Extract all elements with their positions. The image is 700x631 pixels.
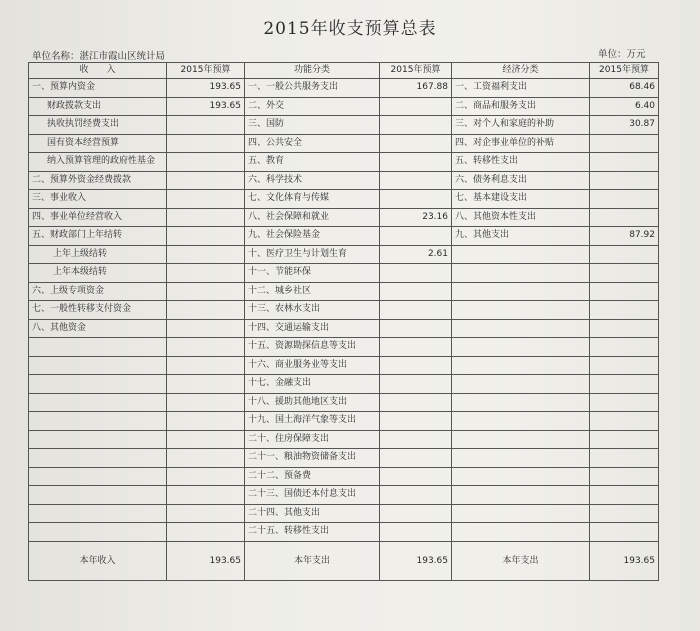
table-row — [29, 504, 659, 523]
function-item-cell: 十七、金融支出 — [245, 375, 380, 394]
function-budget-cell — [380, 449, 452, 468]
income-item-cell — [29, 356, 167, 375]
table-row — [29, 153, 659, 172]
table-row — [29, 171, 659, 190]
income-item-cell: 一、预算内资金 — [29, 79, 167, 98]
economic-budget-cell — [590, 245, 659, 264]
economic-item-cell — [452, 486, 590, 505]
economic-budget-cell — [590, 301, 659, 320]
economic-budget-cell — [590, 375, 659, 394]
economic-budget-cell — [590, 190, 659, 209]
economic-item-cell — [452, 523, 590, 542]
totals-row — [29, 541, 659, 580]
table-row — [29, 319, 659, 338]
economic-budget-cell — [590, 356, 659, 375]
function-item-cell: 四、公共安全 — [245, 134, 380, 153]
function-budget-cell: 2015年预算 — [380, 63, 452, 79]
economic-item-cell: 九、其他支出 — [452, 227, 590, 246]
income-item-cell: 上年上级结转 — [29, 245, 167, 264]
income-item-cell — [29, 412, 167, 431]
economic-budget-cell: 193.65 — [590, 541, 659, 580]
income-item-cell: 三、事业收入 — [29, 190, 167, 209]
function-budget-cell — [380, 467, 452, 486]
income-item-cell — [29, 393, 167, 412]
income-budget-cell — [167, 301, 245, 320]
income-budget-cell — [167, 504, 245, 523]
table-row — [29, 264, 659, 283]
income-budget-cell — [167, 523, 245, 542]
currency-unit-label: 单位：万元 — [598, 49, 646, 60]
economic-item-cell — [452, 467, 590, 486]
income-budget-cell — [167, 171, 245, 190]
income-item-cell: 收 入 — [29, 63, 167, 79]
table-row — [29, 190, 659, 209]
income-budget-cell — [167, 264, 245, 283]
income-budget-cell: 2015年预算 — [167, 63, 245, 79]
economic-item-cell: 经济分类 — [452, 63, 590, 79]
economic-budget-cell — [590, 338, 659, 357]
income-item-cell: 二、预算外资金经费拨款 — [29, 171, 167, 190]
table-row — [29, 282, 659, 301]
table-row — [29, 245, 659, 264]
function-budget-cell — [380, 264, 452, 283]
income-budget-cell — [167, 486, 245, 505]
economic-budget-cell: 87.92 — [590, 227, 659, 246]
function-item-cell: 十二、城乡社区 — [245, 282, 380, 301]
table-row — [29, 338, 659, 357]
income-item-cell — [29, 375, 167, 394]
income-item-cell — [29, 467, 167, 486]
economic-budget-cell — [590, 412, 659, 431]
function-item-cell: 十八、援助其他地区支出 — [245, 393, 380, 412]
table-row — [29, 97, 659, 116]
economic-budget-cell — [590, 134, 659, 153]
table-row — [29, 430, 659, 449]
function-budget-cell — [380, 116, 452, 135]
function-budget-cell — [380, 153, 452, 172]
function-budget-cell — [380, 227, 452, 246]
income-budget-cell — [167, 430, 245, 449]
table-row — [29, 356, 659, 375]
function-item-cell: 十九、国土海洋气象等支出 — [245, 412, 380, 431]
economic-budget-cell: 2015年预算 — [590, 63, 659, 79]
table-header-row — [29, 63, 659, 79]
function-item-cell: 六、科学技术 — [245, 171, 380, 190]
income-budget-cell — [167, 282, 245, 301]
function-item-cell: 功能分类 — [245, 63, 380, 79]
economic-budget-cell — [590, 264, 659, 283]
income-budget-cell — [167, 375, 245, 394]
function-budget-cell: 2.61 — [380, 245, 452, 264]
economic-budget-cell — [590, 523, 659, 542]
function-item-cell: 十六、商业服务业等支出 — [245, 356, 380, 375]
economic-budget-cell — [590, 153, 659, 172]
income-budget-cell: 193.65 — [167, 541, 245, 580]
table-row — [29, 393, 659, 412]
income-budget-cell — [167, 208, 245, 227]
income-budget-cell — [167, 319, 245, 338]
function-item-cell: 十四、交通运输支出 — [245, 319, 380, 338]
economic-budget-cell — [590, 319, 659, 338]
economic-budget-cell: 30.87 — [590, 116, 659, 135]
economic-budget-cell — [590, 504, 659, 523]
economic-item-cell — [452, 393, 590, 412]
table-row — [29, 486, 659, 505]
economic-item-cell — [452, 356, 590, 375]
economic-item-cell: 六、债务利息支出 — [452, 171, 590, 190]
income-budget-cell — [167, 338, 245, 357]
income-item-cell — [29, 504, 167, 523]
function-item-cell: 十、医疗卫生与计划生育 — [245, 245, 380, 264]
income-budget-cell — [167, 134, 245, 153]
function-budget-cell — [380, 301, 452, 320]
income-budget-cell — [167, 116, 245, 135]
income-item-cell — [29, 338, 167, 357]
economic-budget-cell — [590, 208, 659, 227]
income-budget-cell — [167, 449, 245, 468]
economic-item-cell — [452, 282, 590, 301]
function-item-cell: 九、社会保险基金 — [245, 227, 380, 246]
function-budget-cell — [380, 190, 452, 209]
income-budget-cell: 193.65 — [167, 79, 245, 98]
table-row — [29, 467, 659, 486]
economic-item-cell: 三、对个人和家庭的补助 — [452, 116, 590, 135]
economic-budget-cell — [590, 171, 659, 190]
income-item-cell: 四、事业单位经营收入 — [29, 208, 167, 227]
function-budget-cell — [380, 375, 452, 394]
economic-item-cell: 一、工资福利支出 — [452, 79, 590, 98]
table-row — [29, 208, 659, 227]
function-budget-cell: 193.65 — [380, 541, 452, 580]
economic-budget-cell — [590, 282, 659, 301]
function-item-cell: 五、教育 — [245, 153, 380, 172]
economic-item-cell — [452, 375, 590, 394]
income-item-cell: 财政拨款支出 — [29, 97, 167, 116]
economic-item-cell: 二、商品和服务支出 — [452, 97, 590, 116]
table-row — [29, 79, 659, 98]
income-item-cell — [29, 523, 167, 542]
economic-item-cell — [452, 430, 590, 449]
economic-item-cell: 七、基本建设支出 — [452, 190, 590, 209]
function-budget-cell — [380, 523, 452, 542]
economic-item-cell: 四、对企事业单位的补贴 — [452, 134, 590, 153]
income-item-cell — [29, 430, 167, 449]
economic-item-cell — [452, 301, 590, 320]
table-row — [29, 523, 659, 542]
income-item-cell — [29, 486, 167, 505]
function-item-cell: 二十四、其他支出 — [245, 504, 380, 523]
income-item-cell: 国有资本经营预算 — [29, 134, 167, 153]
income-item-cell: 八、其他资金 — [29, 319, 167, 338]
economic-item-cell: 五、转移性支出 — [452, 153, 590, 172]
function-budget-cell — [380, 393, 452, 412]
economic-item-cell — [452, 412, 590, 431]
table-row — [29, 301, 659, 320]
income-budget-cell: 193.65 — [167, 97, 245, 116]
economic-budget-cell — [590, 486, 659, 505]
economic-item-cell — [452, 504, 590, 523]
income-budget-cell — [167, 393, 245, 412]
income-budget-cell — [167, 245, 245, 264]
economic-budget-cell — [590, 393, 659, 412]
function-budget-cell: 23.16 — [380, 208, 452, 227]
function-budget-cell — [380, 319, 452, 338]
function-item-cell: 三、国防 — [245, 116, 380, 135]
income-item-cell: 纳入预算管理的政府性基金 — [29, 153, 167, 172]
economic-item-cell — [452, 245, 590, 264]
budget-table — [28, 62, 659, 581]
income-item-cell: 上年本级结转 — [29, 264, 167, 283]
function-item-cell: 七、文化体育与传媒 — [245, 190, 380, 209]
income-budget-cell — [167, 356, 245, 375]
function-item-cell: 二十五、转移性支出 — [245, 523, 380, 542]
income-budget-cell — [167, 412, 245, 431]
economic-item-cell — [452, 449, 590, 468]
income-item-cell: 本年收入 — [29, 541, 167, 580]
function-item-cell: 二十三、国债还本付息支出 — [245, 486, 380, 505]
economic-budget-cell — [590, 467, 659, 486]
economic-budget-cell: 68.46 — [590, 79, 659, 98]
function-budget-cell — [380, 430, 452, 449]
table-row — [29, 134, 659, 153]
income-budget-cell — [167, 227, 245, 246]
unit-name-label: 单位名称：湛江市霞山区统计局 — [32, 51, 166, 62]
function-item-cell: 二、外交 — [245, 97, 380, 116]
function-item-cell: 十三、农林水支出 — [245, 301, 380, 320]
table-row — [29, 116, 659, 135]
function-budget-cell — [380, 338, 452, 357]
function-item-cell: 本年支出 — [245, 541, 380, 580]
function-budget-cell — [380, 134, 452, 153]
function-item-cell: 十一、节能环保 — [245, 264, 380, 283]
income-item-cell: 六、上级专项资金 — [29, 282, 167, 301]
economic-item-cell: 八、其他资本性支出 — [452, 208, 590, 227]
income-item-cell: 五、财政部门上年结转 — [29, 227, 167, 246]
function-item-cell: 八、社会保障和就业 — [245, 208, 380, 227]
function-item-cell: 一、一般公共服务支出 — [245, 79, 380, 98]
economic-item-cell — [452, 338, 590, 357]
function-budget-cell — [380, 282, 452, 301]
function-budget-cell — [380, 412, 452, 431]
income-item-cell — [29, 449, 167, 468]
function-item-cell: 十五、资源勘探信息等支出 — [245, 338, 380, 357]
economic-item-cell — [452, 319, 590, 338]
page-title: 2015年收支预算总表 — [263, 19, 437, 39]
table-row — [29, 227, 659, 246]
income-budget-cell — [167, 190, 245, 209]
economic-item-cell: 本年支出 — [452, 541, 590, 580]
function-item-cell: 二十、住房保障支出 — [245, 430, 380, 449]
economic-budget-cell: 6.40 — [590, 97, 659, 116]
function-budget-cell — [380, 97, 452, 116]
income-budget-cell — [167, 467, 245, 486]
income-item-cell: 七、一般性转移支付资金 — [29, 301, 167, 320]
table-row — [29, 375, 659, 394]
function-budget-cell: 167.88 — [380, 79, 452, 98]
function-item-cell: 二十二、预备费 — [245, 467, 380, 486]
economic-item-cell — [452, 264, 590, 283]
income-budget-cell — [167, 153, 245, 172]
table-row — [29, 449, 659, 468]
table-row — [29, 412, 659, 431]
function-budget-cell — [380, 504, 452, 523]
function-budget-cell — [380, 486, 452, 505]
economic-budget-cell — [590, 449, 659, 468]
function-item-cell: 二十一、粮油物资储备支出 — [245, 449, 380, 468]
income-item-cell: 执收执罚经费支出 — [29, 116, 167, 135]
economic-budget-cell — [590, 430, 659, 449]
function-budget-cell — [380, 171, 452, 190]
function-budget-cell — [380, 356, 452, 375]
